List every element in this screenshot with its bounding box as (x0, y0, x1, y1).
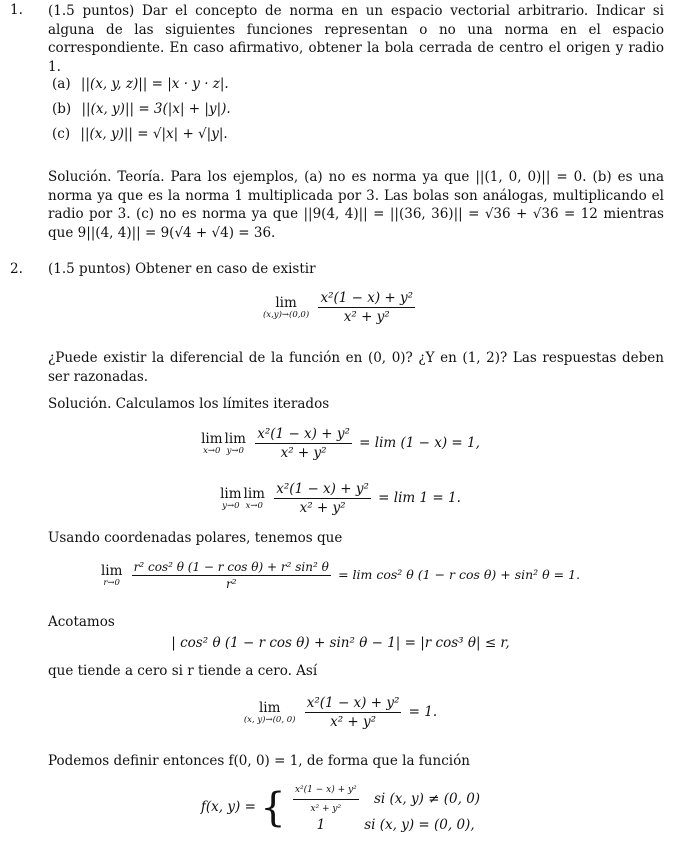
iterated-limit-1: lim x→0 lim y→0 $\frac{\text{x²(1 − x) + y²}}{\text{x² + y²}}$ = lim (1 − x) = 1, (201, 426, 480, 461)
bound-formula: | cos² θ (1 − r cos θ) + sin² θ − 1| = |r cos³ θ| ≤ r, (171, 635, 510, 651)
acotamos-label: Acotamos (48, 614, 115, 630)
polar-intro: Usando coordenadas polares, tenemos que (48, 530, 343, 546)
polar-sub: r→0 (103, 577, 120, 588)
item-b-formula: ||(x, y)|| = 3(|x| + |y|). (81, 101, 231, 117)
main-limit-numerator: x²(1 − x) + y² (320, 290, 414, 306)
bound-inequality (0, 635, 681, 651)
case1-denominator: x² + y² (310, 804, 342, 814)
iter2-numerator: x²(1 − x) + y² (276, 481, 369, 497)
item-a-label: (a) (52, 76, 71, 92)
final-sub: (x, y)→(0, 0) (243, 714, 296, 725)
iter1-numerator: x²(1 − x) + y² (257, 426, 350, 442)
main-limit-denominator: x² + y² (343, 309, 390, 325)
polar-denominator: r² (225, 577, 237, 591)
final-numerator: x²(1 − x) + y² (306, 695, 400, 711)
case2-value: 1 (316, 817, 326, 833)
final-rhs: = 1. (408, 704, 438, 720)
case2-condition: si (x, y) = (0, 0), (364, 817, 475, 833)
case1-condition: si (x, y) ≠ (0, 0) (373, 791, 481, 807)
polar-limit: lim r→0 $\frac{\text{r² cos² θ (1 − r cos θ) + r² sin² θ}}{\text{r²}}$ = lim cos² θ (1 − r cos θ) + sin² θ = 1. (100, 560, 581, 591)
problem-2-statement: (1.5 puntos) Obtener en caso de existir (48, 261, 316, 277)
problem-1-statement: (1.5 puntos) Dar el concepto de norma en un espacio vectorial arbitrario. Indicar si alguna de las siguientes funciones representan o no una norma en el espacio correspondiente. En caso afirmativo, obtener la bola cerrada de centro el origen y radio 1. (48, 3, 664, 75)
piecewise-lhs: f(x, y) = (200, 799, 256, 815)
tends-text: que tiende a cero si r tiende a cero. Así (48, 663, 318, 679)
main-limit-sub: (x,y)→(0,0) (262, 309, 310, 320)
iter1-sub-inner: y→0 (226, 445, 244, 456)
item-a-formula: ||(x, y, z)|| = |x · y · z|. (80, 76, 229, 92)
problem-2-question: ¿Puede existir la diferencial de la función en (0, 0)? ¿Y en (1, 2)? Las respuestas deben ser razonadas. (48, 350, 664, 385)
problem-2-number: 2. (10, 261, 23, 277)
item-c-label: (c) (52, 126, 71, 142)
polar-rhs: = lim cos² θ (1 − r cos θ) + sin² θ = 1. (338, 567, 581, 582)
iter1-sub-outer: x→0 (203, 445, 221, 456)
problem-1-solution: Solución. Teoría. Para los ejemplos, (a) no es norma ya que ||(1, 0, 0)|| = 0. (b) es una norma ya que es la norma 1 multiplicada por 3. Las bolas son análogas, multiplicando el radio por 3. (c) no es norma ya que ||9(4, 4)|| = ||(36, 36)|| = √36 + √36 = 12 mientras que 9||(4, 4)|| = 9(√4 + √4) = 36. (48, 169, 664, 241)
item-b (52, 101, 231, 117)
final-denominator: x² + y² (330, 714, 377, 730)
polar-numerator: r² cos² θ (1 − r cos θ) + r² sin² θ (133, 560, 329, 574)
main-limit: lim (x,y)→(0,0) $\frac{\text{x²(1 − x) + y²}}{\text{x² + y²}}$ (262, 290, 414, 325)
iter1-rhs: = lim (1 − x) = 1, (359, 435, 480, 451)
iter2-denominator: x² + y² (299, 500, 346, 516)
iter1-denominator: x² + y² (280, 445, 327, 461)
iter2-sub-inner: x→0 (245, 500, 263, 511)
item-c-formula: ||(x, y)|| = √|x| + √|y|. (80, 126, 228, 142)
iter2-rhs: = lim 1 = 1. (378, 490, 461, 506)
item-a (52, 76, 229, 92)
item-c (52, 126, 228, 142)
case1-numerator: x²(1 − x) + y² (293, 782, 359, 800)
define-text: Podemos definir entonces f(0, 0) = 1, de forma que la función (48, 753, 470, 769)
final-limit: lim (x, y)→(0, 0) $\frac{\text{x²(1 − x) + y²}}{\text{x² + y²}}$ = 1. (243, 695, 438, 730)
iter2-sub-outer: y→0 (222, 500, 240, 511)
iterated-limit-2: lim y→0 lim x→0 $\frac{\text{x²(1 − x) + y²}}{\text{x² + y²}}$ = lim 1 = 1. (220, 481, 461, 516)
item-b-label: (b) (52, 101, 72, 117)
piecewise-function: f(x, y) = { $\frac{\text{x²(1 − x) + y²}}{\text{x² + y²}}$ si (x, y) ≠ (0, 0) 1 si (x, y) = (0, 0), (0, 782, 681, 833)
problem-1-number: 1. (10, 2, 23, 18)
solution-2-intro: Solución. Calculamos los límites iterados (48, 396, 330, 412)
